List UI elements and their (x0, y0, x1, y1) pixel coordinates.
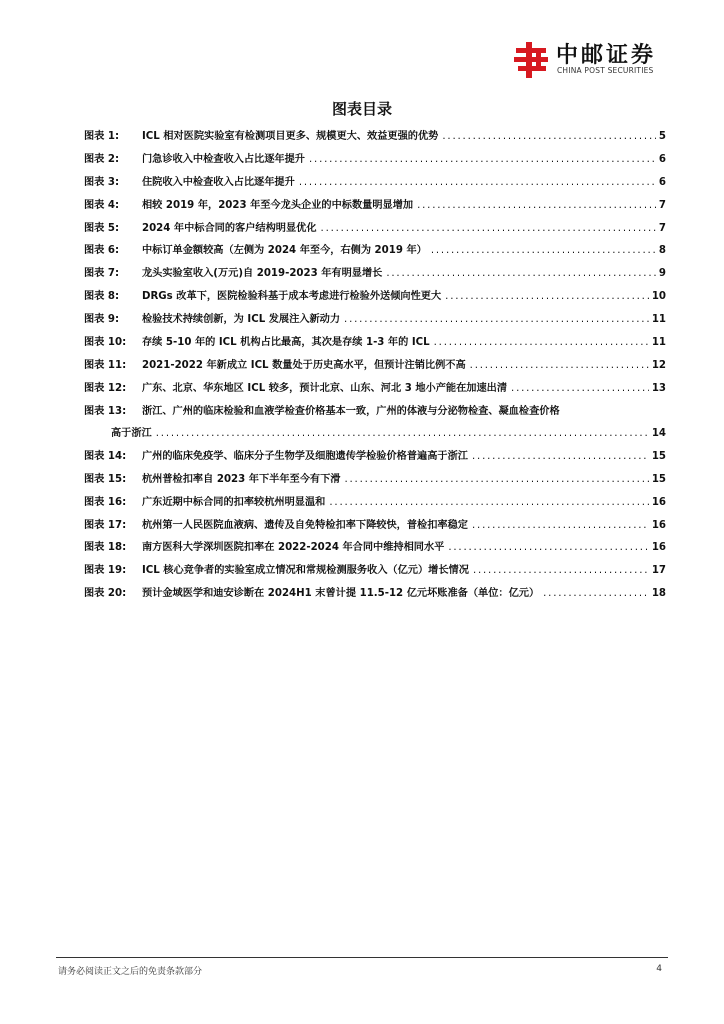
toc-dot-leader (472, 519, 649, 532)
toc-entry[interactable] (84, 290, 666, 303)
toc-entry-page: 6 (658, 153, 666, 165)
toc-entry-text: 门急诊收入中检查收入占比逐年提升 (142, 153, 305, 165)
toc-entry-label: 图表 10: (84, 337, 127, 349)
toc-entry-label: 图表 14: (84, 450, 127, 462)
logo-name-en: CHINA POST SECURITIES (557, 66, 654, 75)
toc-dot-leader (511, 382, 649, 395)
toc-entry-text: 2021-2022 年新成立 ICL 数量处于历史高水平，但预计注销比例不高 (142, 359, 466, 371)
toc-entry[interactable] (84, 450, 666, 463)
toc-entry-page: 12 (651, 359, 666, 371)
toc-dot-leader (344, 473, 648, 486)
toc-entry-text: 预计金域医学和迪安诊断在 2024H1 末曾计提 11.5-12 亿元坏账准备（单位：亿元） (142, 588, 540, 600)
toc-entry-page: 11 (651, 337, 666, 349)
toc-entry[interactable] (84, 405, 666, 440)
toc-entry-text: 杭州第一人民医院血液病、遗传及自免特检扣率下降较快，普检扣率稳定 (142, 519, 468, 531)
toc-dot-leader (431, 244, 656, 257)
toc-dot-leader (543, 587, 649, 600)
toc-dot-leader (344, 313, 649, 326)
toc-entry-label: 图表 6: (84, 245, 120, 257)
toc-entry-text: 检验技术持续创新，为 ICL 发展注入新动力 (142, 314, 341, 326)
toc-entry-label: 图表 19: (84, 565, 127, 577)
toc-entry-page: 16 (651, 542, 666, 554)
toc-entry-label: 图表 17: (84, 519, 127, 531)
toc-entry-label: 图表 7: (84, 268, 120, 280)
toc-dot-leader (473, 564, 649, 577)
toc-dot-leader (417, 199, 656, 212)
toc-dot-leader (442, 130, 656, 143)
toc-entry[interactable] (84, 130, 666, 143)
toc-entry-text: 杭州普检扣率自 2023 年下半年至今有下滑 (142, 473, 341, 485)
toc-entry-label: 图表 18: (84, 542, 127, 554)
toc-dot-leader (470, 359, 649, 372)
table-of-figures (84, 130, 666, 610)
toc-entry-text: 相较 2019 年，2023 年至今龙头企业的中标数量明显增加 (142, 199, 414, 211)
toc-entry-page: 10 (651, 291, 666, 303)
toc-entry-page: 5 (658, 131, 666, 142)
toc-entry-text-continued: 高于浙江 (111, 427, 152, 439)
toc-entry-text: 南方医科大学深圳医院扣率在 2022-2024 年合同中维持相同水平 (142, 542, 445, 554)
toc-entry-label: 图表 2: (84, 153, 120, 165)
toc-entry-text: ICL 相对医院实验室有检测项目更多、规模更大、效益更强的优势 (142, 131, 439, 142)
toc-dot-leader (299, 176, 656, 189)
toc-entry-label: 图表 3: (84, 176, 120, 188)
toc-dot-leader (445, 290, 649, 303)
toc-entry[interactable] (84, 336, 666, 349)
toc-entry-page: 9 (658, 268, 666, 280)
toc-entry[interactable] (84, 564, 666, 577)
toc-entry[interactable] (84, 587, 666, 600)
toc-entry-page: 13 (651, 382, 666, 394)
footer-divider (56, 957, 668, 958)
toc-entry[interactable] (84, 244, 666, 257)
toc-dot-leader (156, 427, 649, 440)
toc-entry-label: 图表 16: (84, 496, 127, 508)
toc-entry-page: 6 (658, 176, 666, 188)
toc-entry[interactable] (84, 153, 666, 166)
toc-entry-page: 7 (658, 222, 666, 234)
toc-entry-page: 16 (651, 519, 666, 531)
toc-entry-text: 2024 年中标合同的客户结构明显优化 (142, 222, 317, 234)
china-post-logo-icon (512, 40, 552, 80)
toc-entry[interactable] (84, 382, 666, 395)
toc-entry-label: 图表 11: (84, 359, 127, 371)
toc-entry-label: 图表 12: (84, 382, 127, 394)
page-title: 图表目录 (331, 100, 392, 118)
toc-entry-page: 7 (658, 199, 666, 211)
toc-entry-text: ICL 核心竞争者的实验室成立情况和常规检测服务收入（亿元）增长情况 (142, 565, 469, 577)
toc-dot-leader (472, 450, 649, 463)
toc-entry-page: 11 (651, 314, 666, 326)
toc-entry-label: 图表 15: (84, 473, 127, 485)
toc-entry-text: DRGs 改革下，医院检验科基于成本考虑进行检验外送倾向性更大 (142, 291, 442, 303)
toc-entry-page: 8 (658, 245, 666, 257)
toc-entry-page: 15 (651, 450, 666, 462)
toc-dot-leader (321, 222, 656, 235)
toc-entry[interactable] (84, 222, 666, 235)
toc-entry-text: 广东近期中标合同的扣率较杭州明显温和 (142, 496, 326, 508)
toc-entry-text: 存续 5-10 年的 ICL 机构占比最高，其次是存续 1-3 年的 ICL (142, 337, 430, 349)
toc-entry-text: 龙头实验室收入(万元)自 2019-2023 年有明显增长 (142, 268, 383, 280)
company-logo (512, 36, 677, 84)
toc-entry[interactable] (84, 176, 666, 189)
toc-entry-page: 16 (651, 496, 666, 508)
toc-entry[interactable] (84, 313, 666, 326)
toc-entry-text: 住院收入中检查收入占比逐年提升 (142, 176, 295, 188)
toc-entry-label: 图表 8: (84, 291, 120, 303)
toc-dot-leader (434, 336, 649, 349)
toc-entry[interactable] (84, 541, 666, 554)
toc-entry-page: 18 (651, 588, 666, 600)
toc-entry[interactable] (84, 496, 666, 509)
toc-entry-label: 图表 9: (84, 314, 120, 326)
toc-entry-label: 图表 5: (84, 222, 120, 234)
toc-entry-text: 广州的临床免疫学、临床分子生物学及细胞遗传学检验价格普遍高于浙江 (142, 450, 468, 462)
toc-entry-label: 图表 20: (84, 588, 127, 600)
toc-entry[interactable] (84, 359, 666, 372)
toc-dot-leader (329, 496, 648, 509)
toc-entry-label: 图表 1: (84, 131, 120, 142)
toc-dot-leader (309, 153, 656, 166)
toc-entry[interactable] (84, 519, 666, 532)
toc-entry-page: 17 (651, 565, 666, 577)
footer-disclaimer: 请务必阅读正文之后的免责条款部分 (58, 967, 203, 977)
toc-dot-leader (386, 267, 656, 280)
toc-entry[interactable] (84, 199, 666, 212)
toc-entry[interactable] (84, 473, 666, 486)
toc-entry-text: 广东、北京、华东地区 ICL 较多，预计北京、山东、河北 3 地小产能在加速出清 (142, 382, 508, 394)
toc-entry-text: 浙江、广州的临床检验和血液学检查价格基本一致，广州的体液与分泌物检查、凝血检查价格 (142, 405, 560, 417)
toc-entry-page: 15 (651, 473, 666, 485)
toc-entry-page: 14 (651, 427, 666, 439)
toc-entry[interactable] (84, 267, 666, 280)
toc-entry-text: 中标订单金额较高（左侧为 2024 年至今，右侧为 2019 年） (142, 245, 427, 257)
footer-page-number: 4 (656, 964, 662, 974)
logo-name-cn: 中邮证券 (556, 43, 657, 68)
toc-dot-leader (448, 541, 648, 554)
toc-entry-label: 图表 4: (84, 199, 120, 211)
toc-entry-label: 图表 13: (84, 405, 127, 417)
